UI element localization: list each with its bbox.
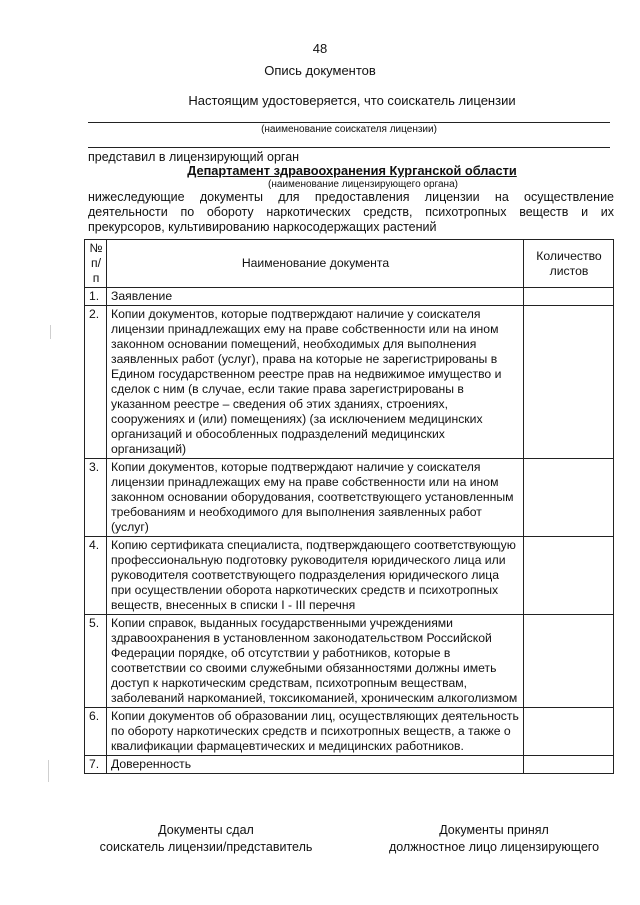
applicant-caption: (наименование соискателя лицензии) bbox=[261, 124, 437, 135]
applicant-name-line-2 bbox=[88, 147, 610, 148]
intro-paragraph: нижеследующие документы для предоставления лицензии на осуществление деятельности по обороту наркотических средств, психотропных веществ и их прекурсоров, культивированию наркосодержащих растений bbox=[88, 190, 614, 234]
row-num: 5. bbox=[85, 615, 107, 708]
table-row bbox=[85, 459, 614, 537]
department-name: Департамент здравоохранения Курганской области bbox=[187, 163, 517, 178]
row-name: Доверенность bbox=[107, 756, 524, 774]
row-num: 4. bbox=[85, 537, 107, 615]
department-caption: (наименование лицензирующего органа) bbox=[268, 179, 458, 190]
signature-accepted-block bbox=[374, 822, 614, 856]
row-num: 2. bbox=[85, 306, 107, 459]
row-name: Копии справок, выданных государственными учреждениями здравоохранения в установленном законодательством Российской Федерации порядке, об отсутствии у работников, которые в соответствии со своими служебными обязанностями должны иметь доступ к наркотическим средствам, психотропным веществам, заболеваний наркоманией, токсикоманией, хроническим алкоголизмом bbox=[107, 615, 524, 708]
header-name: Наименование документа bbox=[107, 240, 524, 288]
signature-submitted-line1: Документы сдал bbox=[158, 823, 254, 837]
table-row bbox=[85, 708, 614, 756]
table-row bbox=[85, 306, 614, 459]
header-num: № п/п bbox=[85, 240, 107, 288]
row-num: 7. bbox=[85, 756, 107, 774]
row-qty bbox=[524, 537, 614, 615]
row-name: Копии документов об образовании лиц, осуществляющих деятельность по обороту наркотических средств и психотропных веществ, а также о квалификации фармацевтических и медицинских работников. bbox=[107, 708, 524, 756]
row-num: 3. bbox=[85, 459, 107, 537]
row-qty bbox=[524, 459, 614, 537]
row-name: Копии документов, которые подтверждают наличие у соискателя лицензии принадлежащих ему на праве собственности или на ином законном основании оборудования, соответствующего установленным требованиям и необходимого для выполнения заявленных работ (услуг) bbox=[107, 459, 524, 537]
certify-text: Настоящим удостоверяется, что соискатель лицензии bbox=[188, 93, 516, 108]
row-name: Копию сертификата специалиста, подтверждающего соответствующую профессиональную подготовку руководителя юридического лица или руководителя соответствующего подразделения юридического лица при осуществлении оборота наркотических средств и психотропных веществ, внесенных в списки I - III перечня bbox=[107, 537, 524, 615]
table-row bbox=[85, 756, 614, 774]
row-name: Копии документов, которые подтверждают наличие у соискателя лицензии принадлежащих ему на праве собственности или на ином законном основании помещений, необходимых для выполнения заявленных работ (услуг), права на которые не зарегистрированы в Едином государственном реестре прав на недвижимое имущество и сделок с ним (в случае, если такие права зарегистрированы в указанном реестре – сведения об этих зданиях, строениях, сооружениях и (или) помещениях) (за исключением медицинских организаций и обособленных подразделений медицинских организаций) bbox=[107, 306, 524, 459]
table-header-row bbox=[85, 240, 614, 288]
scan-margin-mark bbox=[48, 760, 49, 782]
page-number: 48 bbox=[312, 41, 328, 56]
signature-accepted-line1: Документы принял bbox=[439, 823, 549, 837]
table-row bbox=[85, 288, 614, 306]
document-title: Опись документов bbox=[264, 63, 376, 78]
table-row bbox=[85, 615, 614, 708]
row-qty bbox=[524, 615, 614, 708]
signature-accepted-line2: должностное лицо лицензирующего bbox=[388, 840, 600, 854]
row-num: 6. bbox=[85, 708, 107, 756]
row-qty bbox=[524, 306, 614, 459]
documents-table bbox=[84, 239, 614, 774]
signature-submitted-block bbox=[84, 822, 328, 856]
row-num: 1. bbox=[85, 288, 107, 306]
row-qty bbox=[524, 756, 614, 774]
scan-margin-mark bbox=[50, 325, 51, 339]
row-qty bbox=[524, 288, 614, 306]
table-row bbox=[85, 537, 614, 615]
signature-submitted-line2: соискатель лицензии/представитель bbox=[99, 840, 313, 854]
header-qty: Количество листов bbox=[524, 240, 614, 288]
applicant-name-line bbox=[88, 122, 610, 123]
row-qty bbox=[524, 708, 614, 756]
presented-text: представил в лицензирующий орган bbox=[88, 150, 300, 164]
row-name: Заявление bbox=[107, 288, 524, 306]
